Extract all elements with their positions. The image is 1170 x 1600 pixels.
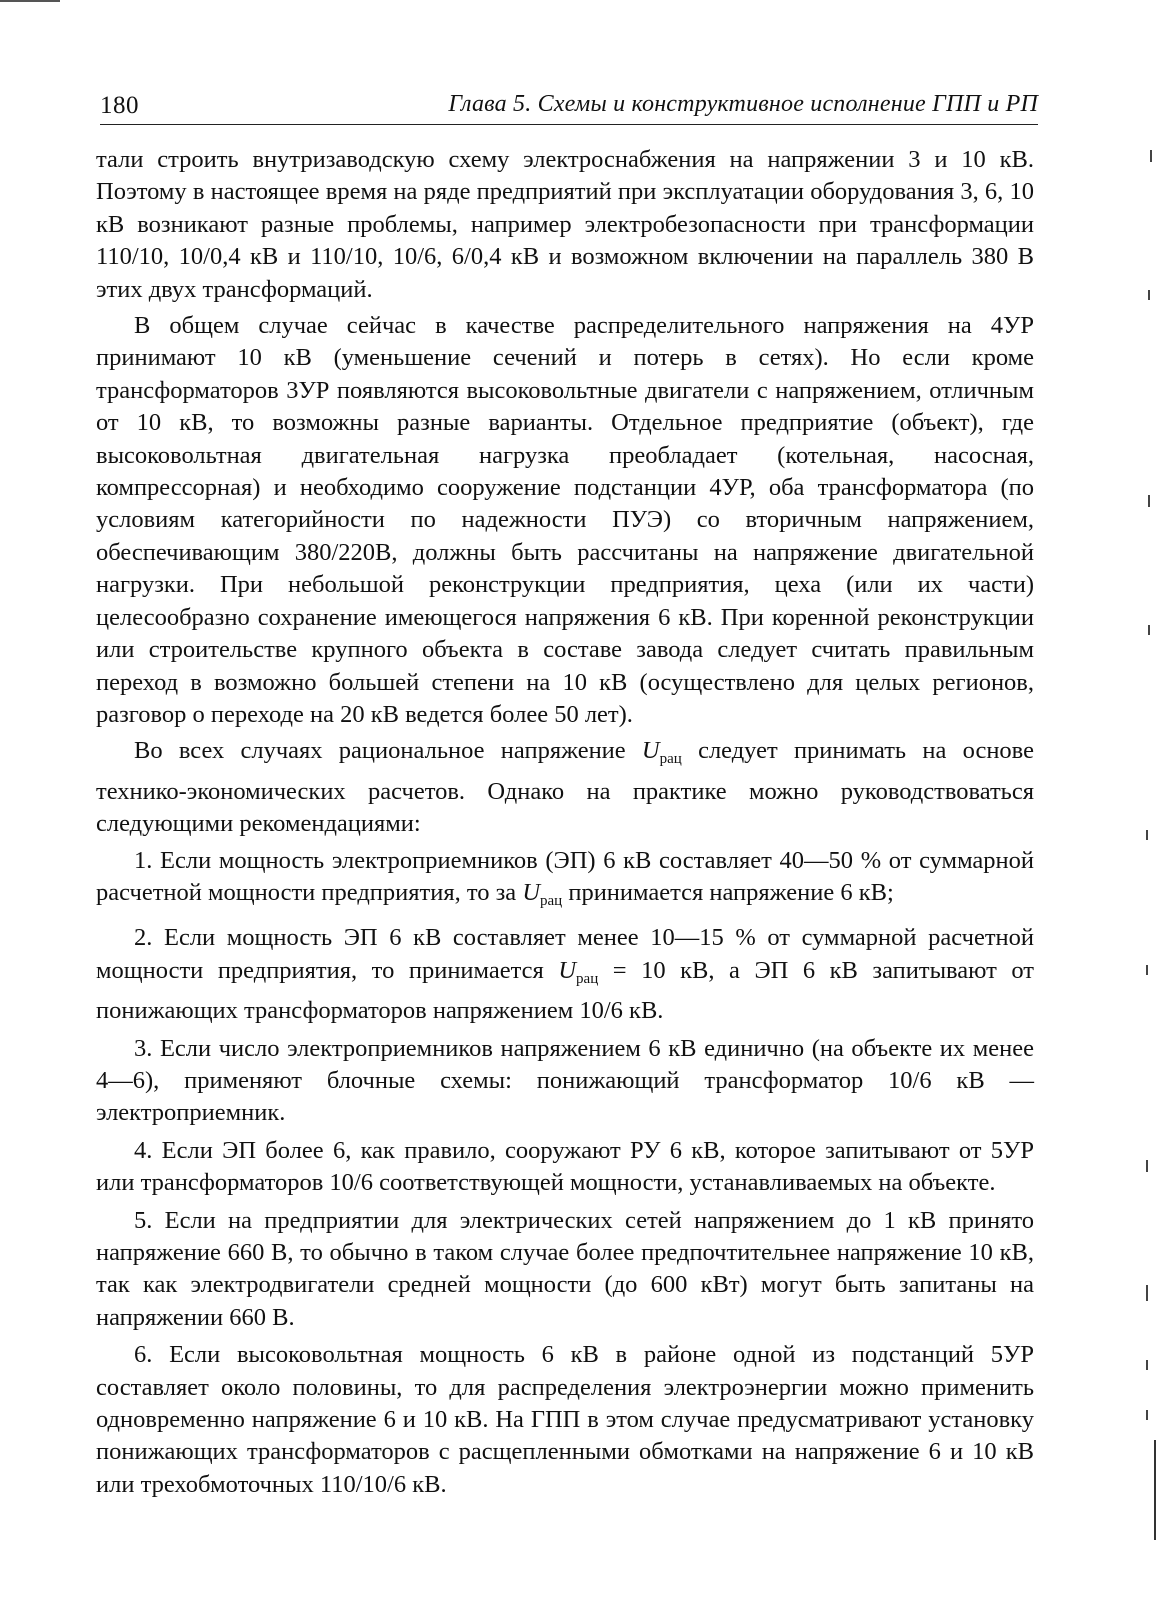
scan-artifact-line xyxy=(0,0,60,2)
text-segment: следует принимать на основе технико-экономических расчетов. Однако на практике можно руководствоваться следующими рекомендациями: xyxy=(96,737,1034,838)
text-segment: принимается напряжение 6 кВ; xyxy=(562,878,894,906)
recommendation-item-3: 3. Если число электроприемников напряжением 6 кВ единично (на объекте их менее 4—6), применяют блочные схемы: понижающий трансформатор 10/6 кВ — электроприемник. xyxy=(96,1034,1034,1127)
variable-u: U xyxy=(522,878,541,906)
subscript-rac: рац xyxy=(659,751,682,768)
paragraph-continuation: тали строить внутризаводскую схему электроснабжения на напряжении 3 и 10 кВ. Поэтому в настоящее время на ряде предприятий при эксплуатации оборудования 3, 6, 10 кВ возникают разные проблемы, например электробезопасности при трансформации 110/10, 10/0,4 кВ и 110/10, 10/6, 6/0,4 кВ и возможном включении на параллель 380 В этих двух трансформаций. xyxy=(96,146,1034,303)
running-header xyxy=(100,86,1038,125)
body-text xyxy=(96,144,1034,1506)
subscript-rac: рац xyxy=(540,892,563,909)
scan-edge-mark xyxy=(1146,1360,1148,1370)
scan-edge-mark xyxy=(1146,1285,1148,1301)
recommendation-item-6: 6. Если высоковольтная мощность 6 кВ в районе одной из подстанций 5УР составляет около половины, то для распределения электроэнергии можно применить одновременно напряжение 6 и 10 кВ. На ГПП в этом случае предусматривают установку понижающих трансформаторов с расщепленными обмотками на напряжение 6 и 10 кВ или трехобмоточных 110/10/6 кВ. xyxy=(96,1341,1034,1498)
variable-u: U xyxy=(641,737,660,765)
scan-edge-mark xyxy=(1148,290,1150,300)
text-segment: = 10 кВ, а ЭП 6 кВ запитывают от понижающих трансформаторов напряжением 10/6 кВ. xyxy=(96,956,1035,1025)
recommendation-item-1 xyxy=(96,845,1034,918)
scan-edge-mark xyxy=(1146,965,1148,975)
recommendation-item-5: 5. Если на предприятии для электрических сетей напряжением до 1 кВ принято напряжение 660 В, то обычно в таком случае более предпочтительнее напряжение 10 кВ, так как электродвигатели средней мощности (до 600 кВт) могут быть запитаны на напряжении 660 В. xyxy=(96,1206,1034,1331)
scan-edge-mark xyxy=(1148,495,1150,507)
variable-u: U xyxy=(558,956,577,984)
text-segment: Во всех случаях рациональное напряжение xyxy=(134,737,642,765)
scan-edge-mark xyxy=(1148,625,1150,635)
paragraph-distribution-voltage: В общем случае сейчас в качестве распределительного напряжения на 4УР принимают 10 кВ (уменьшение сечений и потерь в сетях). Но если кроме трансформаторов 3УР появляются высоковольтные двигатели с напряжением, отличным от 10 кВ, то возможны разные варианты. Отдельное предприятие (объект), где высоковольтная двигательная нагрузка преобладает (котельная, насосная, компрессорная) и необходимо сооружение подстанции 4УР, оба трансформатора (по условиям категорийности по надежности ПУЭ) со вторичным напряжением, обеспечивающим 380/220В, должны быть рассчитаны на напряжение двигательной нагрузки. При небольшой реконструкции предприятия, цеха (или их части) целесообразно сохранение имеющегося напряжения 6 кВ. При коренной реконструкции или строительстве крупного объекта в составе завода следует считать правильным переход в возможно большей степени на 10 кВ (осуществлено для целых регионов, разговор о переходе на 20 кВ ведется более 50 лет). xyxy=(96,312,1034,728)
scan-edge-mark xyxy=(1146,830,1148,840)
recommendation-item-2 xyxy=(96,922,1034,1027)
text-segment: 1. Если мощность электроприемников (ЭП) 6 кВ составляет 40—50 % от суммарной расчетной мощности предприятия, то за xyxy=(96,846,1034,906)
scan-edge-mark xyxy=(1146,1410,1148,1420)
text-segment: 2. Если мощность ЭП 6 кВ составляет менее 10—15 % от суммарной расчетной мощности предприятия, то принимается xyxy=(96,924,1034,984)
scan-edge-mark xyxy=(1150,150,1152,162)
recommendation-item-4: 4. Если ЭП более 6, как правило, сооружают РУ 6 кВ, которое запитывают от 5УР или трансформаторов 10/6 соответствующей мощности, устанавливаемых на объекте. xyxy=(96,1136,1034,1197)
page-number: 180 xyxy=(100,92,139,119)
chapter-title: Глава 5. Схемы и конструктивное исполнение ГПП и РП xyxy=(448,91,1038,117)
scan-edge-line xyxy=(1154,1440,1156,1540)
subscript-rac: рац xyxy=(576,970,599,987)
paragraph-rational-voltage xyxy=(96,735,1034,840)
scan-edge-mark xyxy=(1146,1160,1148,1172)
